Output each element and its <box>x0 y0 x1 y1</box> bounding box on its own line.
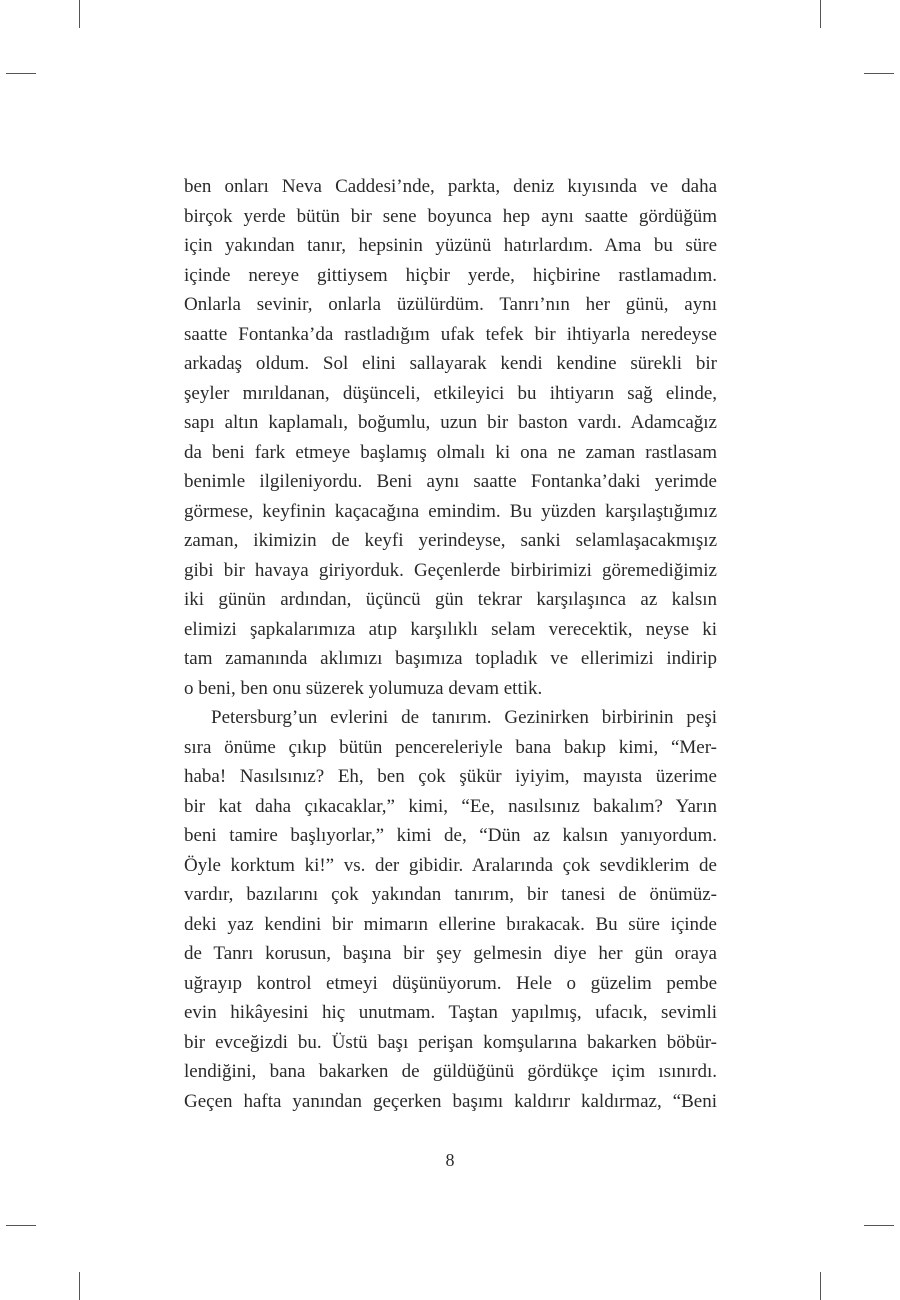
text-line: lendiğini, bana bakarken de güldüğünü gördükçe içim ısınırdı. <box>184 1061 717 1082</box>
crop-mark-top-left <box>79 0 80 28</box>
text-line: gibi bir havaya giriyorduk. Geçenlerde birbirimizi göremediğimiz <box>184 559 717 581</box>
text-line: o beni, ben onu süzerek yolumuza devam ettik. <box>184 677 543 699</box>
text-line: Öyle korktum ki!” vs. der gibidir. Aralarında çok sevdiklerim de <box>184 854 717 876</box>
crop-mark-right-lower <box>864 1225 894 1226</box>
crop-mark-bottom-left <box>79 1272 80 1300</box>
page-number: 8 <box>445 1150 455 1170</box>
crop-mark-left-lower <box>6 1225 36 1226</box>
text-line: haba! Nasılsınız? Eh, ben çok şükür iyiyim, mayısta üzerime <box>184 766 717 787</box>
text-line: evin hikâyesini hiç unutmam. Taştan yapılmış, ufacık, sevimli <box>184 1002 717 1023</box>
text-line: şeyler mırıldanan, düşünceli, etkileyici bu ihtiyarın sağ elinde, <box>184 382 717 404</box>
text-line: arkadaş oldum. Sol elini sallayarak kendi kendine sürekli bir <box>184 353 717 374</box>
text-line: sıra önüme çıkıp bütün pencereleriyle bana bakıp kimi, “Mer- <box>184 736 717 758</box>
body-text <box>184 172 717 1116</box>
text-line: da beni fark etmeye başlamış olmalı ki ona ne zaman rastlasam <box>184 441 717 463</box>
text-line: elimizi şapkalarımıza atıp karşılıklı selam verecektik, neyse ki <box>184 618 717 640</box>
text-line: sapı altın kaplamalı, boğumlu, uzun bir baston vardı. Adamcağız <box>184 412 717 433</box>
text-line: deki yaz kendini bir mimarın ellerine bırakacak. Bu süre içinde <box>184 913 717 935</box>
text-line: benimle ilgileniyordu. Beni aynı saatte Fontanka’daki yerimde <box>184 471 717 492</box>
text-line: Geçen hafta yanından geçerken başımı kaldırır kaldırmaz, “Beni <box>184 1090 717 1112</box>
crop-mark-bottom-right <box>820 1272 821 1300</box>
paragraph-2 <box>184 703 717 1116</box>
crop-mark-right-upper <box>864 73 894 74</box>
crop-mark-left-upper <box>6 73 36 74</box>
text-line: Petersburg’un evlerini de tanırım. Gezinirken birbirinin peşi <box>211 707 717 728</box>
text-line: saatte Fontanka’da rastladığım ufak tefek bir ihtiyarla neredeyse <box>184 323 717 345</box>
text-line: bir kat daha çıkacaklar,” kimi, “Ee, nasılsınız bakalım? Yarın <box>184 795 717 817</box>
text-line: zaman, ikimizin de keyfi yerindeyse, sanki selamlaşacakmışız <box>184 530 717 551</box>
paragraph-1 <box>184 172 717 703</box>
text-line: bir evceğizdi bu. Üstü başı perişan komşularına bakarken böbür- <box>184 1031 717 1053</box>
text-line: tam zamanında aklımızı başımıza topladık ve ellerimizi indirip <box>184 648 717 669</box>
text-line: ben onları Neva Caddesi’nde, parkta, deniz kıyısında ve daha <box>184 176 717 197</box>
text-line: uğrayıp kontrol etmeyi düşünüyorum. Hele o güzelim pembe <box>184 972 717 994</box>
crop-mark-top-right <box>820 0 821 28</box>
text-line: beni tamire başlıyorlar,” kimi de, “Dün az kalsın yanıyordum. <box>184 825 717 846</box>
text-line: için yakından tanır, hepsinin yüzünü hatırlardım. Ama bu süre <box>184 235 717 256</box>
text-line: de Tanrı korusun, başına bir şey gelmesin diye her gün oraya <box>184 943 717 964</box>
text-line: Onlarla sevinir, onlarla üzülürdüm. Tanrı’nın her günü, aynı <box>184 294 717 315</box>
text-line: vardır, bazılarını çok yakından tanırım, bir tanesi de önümüz- <box>184 884 717 905</box>
text-line: birçok yerde bütün bir sene boyunca hep aynı saatte gördüğüm <box>184 205 717 227</box>
text-line: iki günün ardından, üçüncü gün tekrar karşılaşınca az kalsın <box>184 589 717 610</box>
text-line: görmese, keyfinin kaçacağına emindim. Bu yüzden karşılaştığımız <box>184 500 717 522</box>
text-line: içinde nereye gittiysem hiçbir yerde, hiçbirine rastlamadım. <box>184 264 717 286</box>
